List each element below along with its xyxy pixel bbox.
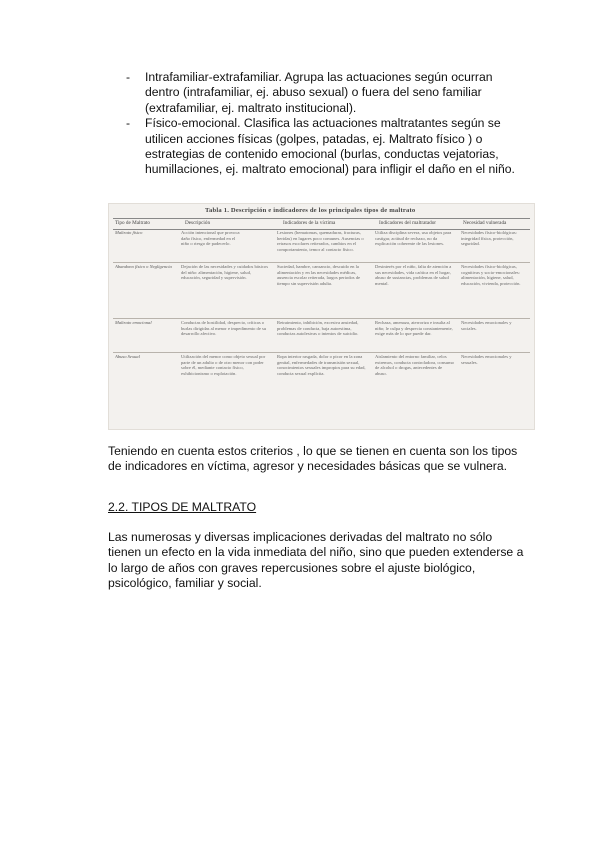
bullet-marker: - (126, 116, 131, 131)
cell-tipo: Maltrato físico (115, 230, 143, 235)
paragraph-implicaciones: Las numerosas y diversas implicaciones derivadas del maltrato no sólo tienen un efecto en la vida inmediata del niño, sino que pueden extenderse a lo largo de años con graves repercusiones sobre el ajuste biológico, psicológico, familiar y social. (108, 530, 524, 591)
header-victima: Indicadores de la víctima (283, 220, 336, 226)
cell-maltratador: Rechaza, amenaza, aterroriza e insulta al niño; le culpa y desprecia constantemente, exige más de lo que puede dar. (375, 320, 453, 337)
bullet-text: Intrafamiliar-extrafamiliar. Agrupa las actuaciones según ocurran dentro (intrafamiliar, ej. abuso sexual) o fuera del seno familiar (extrafamiliar, ej. maltrato institucional). (145, 70, 493, 115)
table-row (113, 228, 530, 263)
cell-necesidad: Necesidades físico-biológicas: integridad física, protección, seguridad. (461, 230, 517, 247)
bullet-list (120, 70, 520, 178)
cell-necesidad: Necesidades emocionales y sociales. (461, 320, 512, 331)
cell-tipo: Abandono físico o Negligencia (115, 264, 172, 269)
header-descripcion: Descripción (185, 220, 211, 226)
cell-descripcion: Dejación de las necesidades y cuidados básicos del niño: alimentación, higiene, salud, educación, seguridad y supervisión. (181, 264, 268, 281)
bullet-item-intrafamiliar (120, 70, 520, 116)
header-tipo: Tipo de Maltrato (115, 220, 150, 226)
table-row (113, 318, 530, 353)
header-necesidad: Necesidad vulnerada (463, 220, 507, 226)
cell-victima: Ropa interior rasgada, dolor o picor en la zona genital, enfermedades de transmisión sexual, conocimientos sexuales impropios para su edad, conducta sexual explícita. (277, 354, 366, 376)
table-row (113, 262, 530, 319)
cell-maltratador: Desinterés por el niño, falta de atención a sus necesidades, vida caótica en el hogar, abuso de sustancias, problemas de salud mental. (375, 264, 452, 286)
cell-tipo: Abuso Sexual (115, 354, 140, 359)
section-heading: 2.2. TIPOS DE MALTRATO (108, 500, 257, 514)
cell-maltratador: Aislamiento del entorno familiar, celos extremos, conducta controladora, consumo de alcohol o drogas, antecedentes de abuso. (375, 354, 454, 376)
header-maltratador: Indicadores del maltratador (379, 220, 437, 226)
cell-tipo: Maltrato emocional (115, 320, 152, 325)
table-caption: Tabla 1. Descripción e indicadores de los principales tipos de maltrato (205, 207, 416, 214)
bullet-text: Físico-emocional. Clasifica las actuaciones maltratantes según se utilicen acciones físicas (golpes, patadas, ej. Maltrato físico ) o estrategias de contenido emocional (burlas, conductas vejatorias, humillaciones, ej. maltrato emocional) para infligir el daño en el niño. (145, 116, 515, 177)
cell-necesidad: Necesidades físico-biológicas, cognitivas y socio-emocionales: alimentación, higiene, salud, educación, vivienda, protección. (461, 264, 521, 286)
paragraph-criterios: Teniendo en cuenta estos criterios , lo que se tienen en cuenta son los tipos de indicadores en víctima, agresor y necesidades básicas que se vulnera. (108, 444, 518, 474)
maltrato-table-image (108, 203, 535, 430)
bullet-marker: - (126, 70, 131, 84)
cell-descripcion: Acción intencional que provoca daño físico, enfermedad en el niño o riesgo de padecerlo. (181, 230, 240, 247)
table-row (113, 352, 530, 426)
cell-victima: Retraimiento, inhibición, excesiva ansiedad, problemas de conducta, baja autoestima, conductas autolesivas o intentos de suicidio. (277, 320, 359, 337)
cell-maltratador: Utiliza disciplina severa, usa objetos para castigar, actitud de rechazo, no da explicación coherente de las lesiones. (375, 230, 452, 247)
cell-descripcion: Utilización del menor como objeto sexual por parte de un adulto o de otro menor con poder sobre él, mediante contacto físico, exhibicionismo o explotación. (181, 354, 266, 376)
cell-descripcion: Conductas de hostilidad, desprecio, críticas o burlas dirigidas al menor e impedimento de su desarrollo afectivo. (181, 320, 267, 337)
cell-victima: Lesiones (hematomas, quemaduras, fracturas, heridas) en lugares poco comunes. Ausencias o retrasos escolares reiterados, cambios en el comportamiento, temor al contacto físico. (277, 230, 364, 252)
cell-victima: Suciedad, hambre, cansancio, descuido en la alimentación y en las necesidades médicas, ausencia escolar reiterada, largos periodos de tiempo sin supervisión adulta. (277, 264, 361, 286)
cell-necesidad: Necesidades emocionales y sexuales. (461, 354, 512, 365)
bullet-item-fisico-emocional (120, 116, 520, 178)
